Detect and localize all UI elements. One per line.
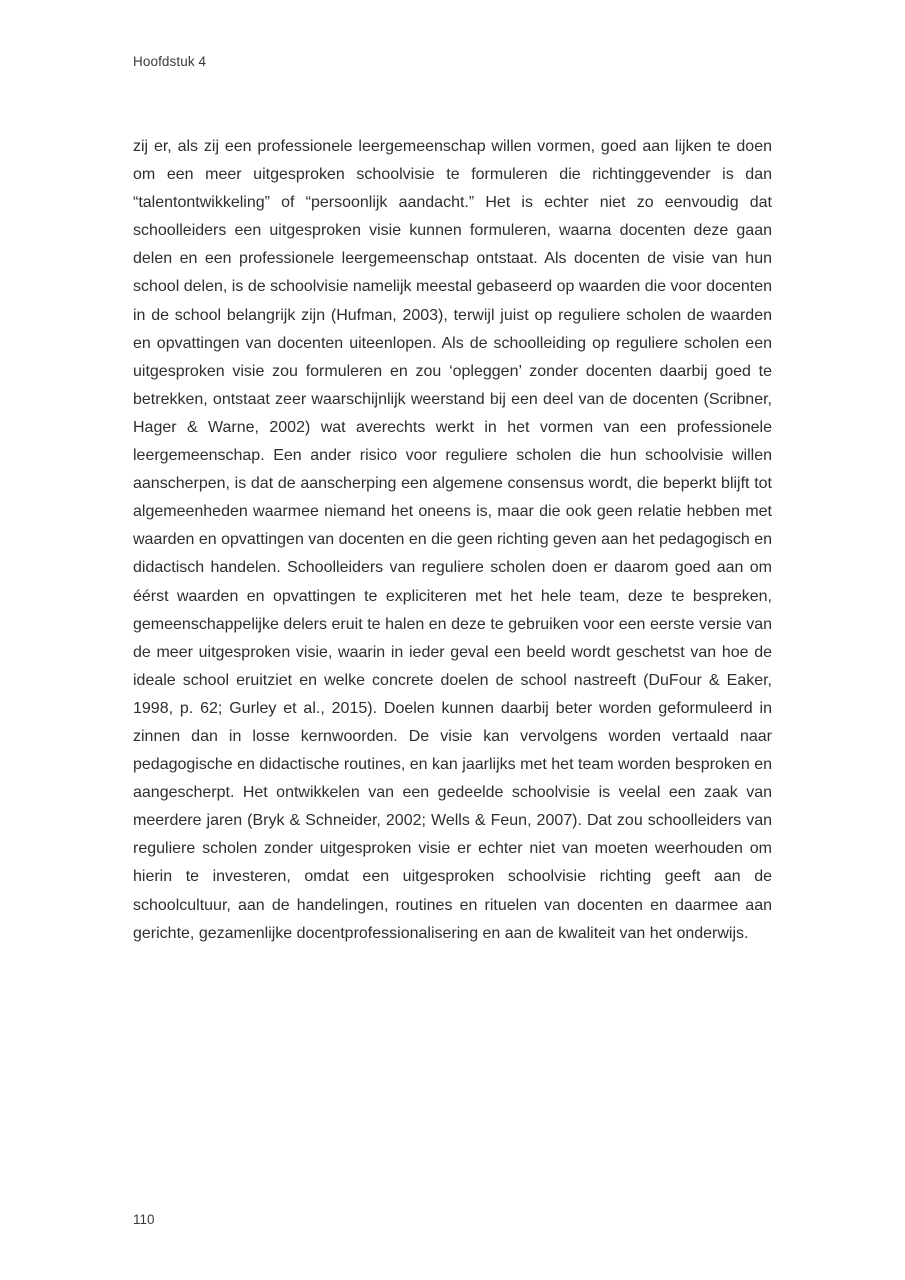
page-number: 110 <box>133 1212 155 1227</box>
running-header: Hoofdstuk 4 <box>133 54 207 69</box>
body-paragraph: zij er, als zij een professionele leergemeenschap willen vormen, goed aan lijken te doen om een meer uitgesproken schoolvisie te formuleren die richtinggevender is dan “talentontwikkeling” of “persoonlijk aandacht.” Het is echter niet zo eenvoudig dat schoolleiders een uitgesproken visie kunnen formuleren, waarna docenten deze gaan delen en een professionele leergemeenschap ontstaat. Als docenten de visie van hun school delen, is de schoolvisie namelijk meestal gebaseerd op waarden die voor docenten in de school belangrijk zijn (Hufman, 2003), terwijl juist op reguliere scholen de waarden en opvattingen van docenten uiteenlopen. Als de schoolleiding op reguliere scholen een uitgesproken visie zou formuleren en zou ‘opleggen’ zonder docenten daarbij goed te betrekken, ontstaat zeer waarschijnlijk weerstand bij een deel van de docenten (Scribner, Hager & Warne, 2002) wat averechts werkt in het vormen van een professionele leergemeenschap. Een ander risico voor reguliere scholen die hun schoolvisie willen aanscherpen, is dat de aanscherping een algemene consensus wordt, die beperkt blijft tot algemeenheden waarmee niemand het oneens is, maar die ook geen relatie hebben met waarden en opvattingen van docenten en die geen richting geven aan het pedagogisch en didactisch handelen. Schoolleiders van reguliere scholen doen er daarom goed aan om éérst waarden en opvattingen te expliciteren met het hele team, deze te bespreken, gemeenschappelijke delers eruit te halen en deze te gebruiken voor een eerste versie van de meer uitgesproken visie, waarin in ieder geval een beeld wordt geschetst van hoe de ideale school eruitziet en welke concrete doelen de school nastreeft (DuFour & Eaker, 1998, p. 62; Gurley et al., 2015). Doelen kunnen daarbij beter worden geformuleerd in zinnen dan in losse kernwoorden. De visie kan vervolgens worden vertaald naar pedagogische en didactische routines, en kan jaarlijks met het team worden besproken en aangescherpt. Het ontwikkelen van een gedeelde schoolvisie is veelal een zaak van meerdere jaren (Bryk & Schneider, 2002; Wells & Feun, 2007). Dat zou schoolleiders van reguliere scholen zonder uitgesproken visie er echter niet van moeten weerhouden om hierin te investeren, omdat een uitgesproken schoolvisie richting geeft aan de schoolcultuur, aan de handelingen, routines en rituelen van docenten en daarmee aan gerichte, gezamenlijke docentprofessionalisering en aan de kwaliteit van het onderwijs. <box>133 138 772 942</box>
